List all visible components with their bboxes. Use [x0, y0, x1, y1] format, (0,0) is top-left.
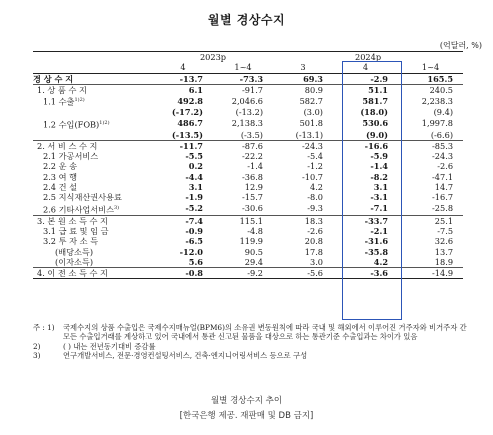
footnote-key: 3) — [33, 350, 41, 360]
cell-value: -35.8 — [364, 246, 389, 257]
header-year-2024: 2024p — [273, 52, 463, 63]
row-label: 1. 상 품 수 지 — [33, 84, 153, 95]
cell-value: -2.1 — [370, 225, 389, 236]
cell-value: 581.7 — [362, 96, 389, 107]
cell-value: (-13.1) — [295, 129, 324, 140]
cell-value: -8.0 — [307, 192, 324, 203]
cell-value: -33.7 — [333, 215, 398, 226]
row-label: (이자소득) — [55, 256, 94, 267]
cell-value: -1.2 — [307, 161, 324, 172]
cell-value: -1.4 — [370, 161, 389, 172]
row-label: 2. 서 비 스 수 지 — [33, 140, 153, 151]
table-row — [33, 192, 463, 202]
cell-value: -47.1 — [432, 171, 454, 182]
cell-value: 29.4 — [244, 256, 264, 267]
cell-value: -5.4 — [307, 151, 324, 162]
row-label — [33, 107, 153, 117]
cell-value: 2,138.3 — [231, 118, 264, 129]
row-label: 3.1 급 료 및 임 금 — [43, 225, 109, 236]
row-label — [33, 130, 153, 141]
cell-value: 530.6 — [362, 118, 389, 129]
cell-value: -24.3 — [432, 151, 454, 162]
cell-value: 3.1 — [373, 182, 389, 193]
cell-value: (-6.6) — [430, 129, 454, 140]
cell-value: -16.6 — [333, 140, 398, 151]
cell-value: 240.5 — [398, 84, 463, 95]
table-row — [33, 84, 463, 95]
cell-value: -73.3 — [239, 73, 264, 84]
cell-value: -31.6 — [364, 236, 389, 247]
table-row — [33, 203, 463, 216]
footnote-item — [33, 342, 473, 351]
table-row — [33, 268, 463, 279]
cell-value: 20.8 — [304, 236, 324, 247]
cell-value: 119.9 — [239, 236, 264, 247]
cell-value: (9.4) — [433, 107, 454, 118]
footnote-key: 주 : 1) — [33, 323, 55, 332]
cell-value: 2,046.6 — [231, 96, 264, 107]
cell-value: -1.9 — [185, 192, 203, 203]
cell-value: -6.5 — [185, 236, 203, 247]
cell-value: 17.8 — [304, 246, 324, 257]
row-label: 4. 이 전 소 득 수 지 — [33, 268, 153, 279]
row-label: 1.2 수입(FOB)$^{1)2)}$ — [43, 119, 110, 130]
cell-value: -5.5 — [185, 151, 203, 162]
table-row — [33, 118, 463, 130]
cell-value: -0.8 — [153, 268, 213, 279]
footnote-text: ( ) 내는 전년동기대비 증감률 — [63, 341, 156, 351]
cell-value: -2.9 — [370, 73, 389, 84]
cell-value: 115.1 — [213, 215, 273, 226]
footnote-item — [33, 323, 473, 342]
cell-value: -9.3 — [307, 203, 324, 214]
cell-value: -7.1 — [370, 203, 389, 214]
cell-value: -1.4 — [247, 161, 264, 172]
table-row — [33, 182, 463, 192]
cell-value: -2.6 — [437, 161, 454, 172]
footnote-text: 연구개발서비스, 전문·경영컨설팅서비스, 건축·엔지니어링서비스 등으로 구성 — [63, 350, 308, 360]
table-title: 월별 경상수지 — [207, 13, 286, 27]
cell-value: 1,997.8 — [421, 118, 454, 129]
table-row — [33, 215, 463, 226]
cell-value: 25.1 — [398, 215, 463, 226]
cell-value: 6.1 — [153, 84, 213, 95]
cell-value: -3.1 — [370, 192, 389, 203]
row-label: (배당소득) — [55, 246, 94, 257]
cell-value: 492.8 — [177, 96, 203, 107]
cell-value: (-17.2) — [171, 107, 203, 118]
cell-value: -25.8 — [432, 203, 454, 214]
table-body — [33, 73, 463, 279]
footnote-item — [33, 351, 473, 360]
cell-value: -7.5 — [437, 225, 454, 236]
cell-value: -3.6 — [333, 268, 398, 279]
cell-value: 80.9 — [273, 84, 333, 95]
table-row — [33, 107, 463, 117]
cell-value: -13.7 — [179, 73, 203, 84]
footnote-key: 2) — [33, 341, 41, 351]
cell-value: 18.3 — [273, 215, 333, 226]
cell-value: -8.2 — [370, 171, 389, 182]
cell-value: -15.7 — [242, 192, 264, 203]
cell-value: -22.2 — [242, 151, 264, 162]
cell-value: 12.9 — [244, 182, 264, 193]
table-row — [33, 226, 463, 236]
table-row — [33, 247, 463, 257]
row-label: 경 상 수 지 — [33, 73, 74, 84]
table-row — [33, 236, 463, 246]
footnote-marker: 1)2) — [74, 97, 85, 104]
row-label: 2.6 기타사업서비스$^{3)}$ — [43, 204, 120, 215]
cell-value: -91.7 — [213, 84, 273, 95]
cell-value: -87.6 — [213, 140, 273, 151]
cell-value: 0.2 — [188, 161, 203, 172]
header-col-2023-1-4: 1~4 — [213, 62, 273, 73]
header-blank-2 — [33, 62, 153, 73]
footnote-text: 국제수지의 상품 수출입은 국제수지매뉴얼(BPM6)의 소유권 변동원칙에 따라 국내 및 해외에서 이루어진 거주자와 비거주자 간 모든 수출입거래를 계상하고 있어 국내에서 통관 신고된 물품을 대상으로 하는 통관기준 수출입과는 차이가 있음 — [63, 323, 467, 342]
table-row — [33, 257, 463, 268]
cell-value: 13.7 — [434, 246, 454, 257]
footnote-marker: 1)2) — [99, 119, 110, 126]
cell-value: 3.0 — [309, 256, 324, 267]
cell-value: -12.0 — [179, 246, 203, 257]
cell-value: 14.7 — [434, 182, 454, 193]
cell-value: 501.8 — [299, 118, 324, 129]
table-row — [33, 151, 463, 161]
row-label: 2.5 지식재산권사용료 — [43, 192, 122, 203]
cell-value: -11.7 — [153, 140, 213, 151]
current-account-table — [33, 51, 463, 279]
cell-value: (18.0) — [360, 107, 389, 118]
cell-value: -9.2 — [213, 268, 273, 279]
cell-value: 2,238.3 — [421, 96, 454, 107]
cell-value: 4.2 — [373, 256, 389, 267]
cell-value: (-3.5) — [240, 129, 264, 140]
cell-value: -0.9 — [185, 225, 203, 236]
cell-value: 3.1 — [188, 182, 203, 193]
table-row — [33, 172, 463, 182]
cell-value: 51.1 — [333, 84, 398, 95]
footnotes — [33, 323, 473, 360]
cell-value: (3.0) — [303, 107, 324, 118]
header-blank — [33, 52, 153, 63]
cell-value: 4.2 — [309, 182, 324, 193]
cell-value: 32.6 — [434, 236, 454, 247]
row-label: 3.2 투 자 소 득 — [43, 236, 99, 247]
image-caption: 월별 경상수지 추이 — [210, 396, 283, 406]
cell-value: 486.7 — [177, 118, 203, 129]
cell-value: -30.6 — [242, 203, 264, 214]
cell-value: 18.9 — [434, 256, 454, 267]
row-label: 2.3 여 행 — [43, 171, 78, 182]
header-col-2024-1-4: 1~4 — [398, 62, 463, 73]
row-label: 3. 본 원 소 득 수 지 — [33, 215, 153, 226]
cell-value: 5.6 — [188, 256, 203, 267]
cell-value: -2.6 — [307, 225, 324, 236]
header-col-2024-3: 3 — [273, 62, 333, 73]
cell-value: -5.6 — [273, 268, 333, 279]
cell-value: -85.3 — [398, 140, 463, 151]
row-label: 2.4 건 설 — [43, 182, 78, 193]
cell-value: -36.8 — [242, 171, 264, 182]
header-col-2023-4: 4 — [153, 62, 213, 73]
footnote-marker: 3) — [114, 204, 120, 211]
cell-value: (9.0) — [366, 129, 389, 140]
unit-label: (억달러, %) — [439, 41, 482, 50]
cell-value: 69.3 — [303, 73, 324, 84]
table-row — [33, 73, 463, 84]
cell-value: (-13.2) — [235, 107, 264, 118]
header-year-2023: 2023p — [153, 52, 273, 63]
cell-value: -14.9 — [398, 268, 463, 279]
table-row — [33, 161, 463, 171]
cell-value: -7.4 — [153, 215, 213, 226]
cell-value: 582.7 — [299, 96, 324, 107]
row-label: 2.1 가공서비스 — [43, 151, 99, 162]
header-col-2024-4: 4 — [333, 62, 398, 73]
cell-value: -4.4 — [185, 171, 203, 182]
cell-value: (-13.5) — [171, 129, 203, 140]
cell-value: -24.3 — [273, 140, 333, 151]
cell-value: -4.8 — [247, 225, 264, 236]
row-label: 1.1 수출$^{1)2)}$ — [43, 96, 85, 107]
cell-value: 90.5 — [244, 246, 264, 257]
cell-value: -16.7 — [432, 192, 454, 203]
row-label: 2.2 운 송 — [43, 161, 78, 172]
cell-value: -5.2 — [185, 203, 203, 214]
cell-value: -5.9 — [370, 151, 389, 162]
table-row — [33, 95, 463, 107]
cell-value: -10.7 — [302, 171, 324, 182]
cell-value: 165.5 — [427, 73, 454, 84]
table-row — [33, 140, 463, 151]
image-credit: [한국은행 제공. 재판매 및 DB 금지] — [179, 411, 314, 421]
table-row — [33, 130, 463, 141]
